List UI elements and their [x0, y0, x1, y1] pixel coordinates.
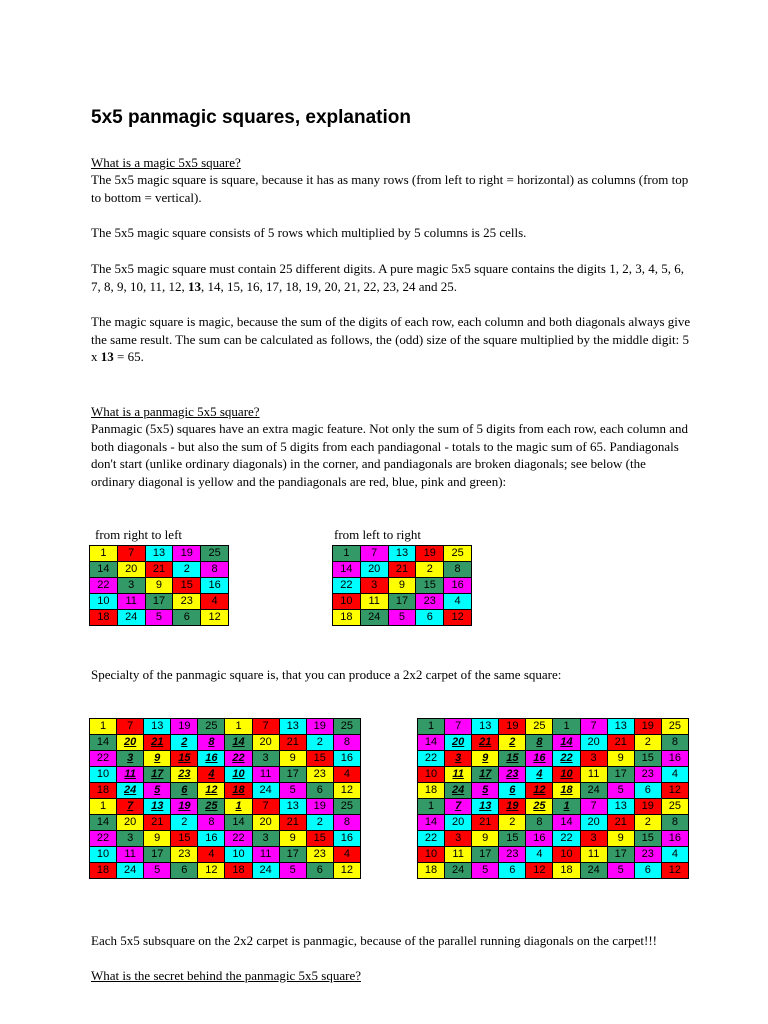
grid-cell: 11 — [252, 847, 279, 863]
grid-cell: 23 — [306, 767, 333, 783]
grid-cell: 3 — [360, 578, 388, 594]
grid-cell: 5 — [144, 863, 171, 879]
grid-cell: 19 — [171, 799, 198, 815]
grid-row — [418, 847, 689, 863]
grid-cell: 9 — [144, 751, 171, 767]
grid-cell: 18 — [333, 610, 361, 626]
paragraph-subsquare: Each 5x5 subsquare on the 2x2 carpet is panmagic, because of the parallel running diagonals on the carpet!!! — [91, 933, 658, 948]
grid-cell: 15 — [171, 831, 198, 847]
grid-cell: 3 — [117, 751, 144, 767]
grid-cell: 24 — [252, 783, 279, 799]
grid-cell: 10 — [90, 767, 117, 783]
grid-cell: 4 — [198, 767, 225, 783]
grid-cell: 3 — [252, 751, 279, 767]
grid-cell: 17 — [472, 847, 499, 863]
grid-cell: 12 — [333, 863, 360, 879]
grid-cell: 3 — [252, 831, 279, 847]
grid-cell: 24 — [117, 783, 144, 799]
grid-cell: 2 — [634, 815, 661, 831]
grid-cell: 17 — [472, 767, 499, 783]
grid-cell: 5 — [144, 783, 171, 799]
section-heading-magic-square: What is a magic 5x5 square? — [91, 155, 241, 170]
grid-cell: 8 — [333, 735, 360, 751]
grid-cell: 22 — [553, 751, 580, 767]
label-left-to-right: from left to right — [334, 527, 422, 542]
page-title: 5x5 panmagic squares, explanation — [91, 107, 411, 128]
square-right-to-left — [89, 545, 229, 626]
grid-cell: 14 — [553, 815, 580, 831]
grid-cell: 9 — [279, 831, 306, 847]
section-heading-panmagic: What is a panmagic 5x5 square? — [91, 404, 260, 419]
grid-cell: 20 — [580, 815, 607, 831]
grid-cell: 8 — [444, 562, 472, 578]
grid-row — [90, 751, 361, 767]
grid-row — [418, 831, 689, 847]
grid-cell: 5 — [472, 783, 499, 799]
grid-cell: 7 — [117, 546, 145, 562]
grid-cell: 7 — [252, 799, 279, 815]
grid-cell: 24 — [360, 610, 388, 626]
grid-cell: 13 — [145, 546, 173, 562]
grid-cell: 15 — [306, 831, 333, 847]
grid-cell: 11 — [117, 594, 145, 610]
grid-cell: 9 — [607, 831, 634, 847]
grid-row — [333, 610, 472, 626]
grid-cell: 23 — [173, 594, 201, 610]
grid-cell: 8 — [201, 562, 229, 578]
grid-cell: 1 — [90, 719, 117, 735]
grid-cell: 23 — [499, 767, 526, 783]
grid-cell: 22 — [90, 751, 117, 767]
grid-cell: 11 — [445, 767, 472, 783]
grid-cell: 10 — [418, 767, 445, 783]
grid-cell: 16 — [198, 751, 225, 767]
grid-cell: 17 — [279, 767, 306, 783]
grid-cell: 5 — [607, 863, 634, 879]
grid-cell: 16 — [526, 751, 553, 767]
grid-cell: 1 — [418, 719, 445, 735]
grid-cell: 12 — [444, 610, 472, 626]
grid-cell: 17 — [144, 767, 171, 783]
grid-row — [333, 578, 472, 594]
grid-cell: 2 — [306, 735, 333, 751]
grid-cell: 20 — [360, 562, 388, 578]
grid-cell: 18 — [553, 783, 580, 799]
grid-cell: 22 — [90, 831, 117, 847]
grid-cell: 16 — [333, 751, 360, 767]
grid-cell: 16 — [201, 578, 229, 594]
grid-cell: 7 — [117, 719, 144, 735]
grid-cell: 9 — [388, 578, 416, 594]
grid-cell: 24 — [117, 610, 145, 626]
grid-cell: 4 — [661, 767, 688, 783]
grid-cell: 3 — [445, 831, 472, 847]
grid-cell: 14 — [418, 815, 445, 831]
grid-cell: 20 — [445, 815, 472, 831]
grid-cell: 6 — [499, 783, 526, 799]
grid-cell: 19 — [306, 799, 333, 815]
grid-row — [90, 562, 229, 578]
grid-cell: 21 — [388, 562, 416, 578]
grid-cell: 21 — [279, 815, 306, 831]
grid-cell: 11 — [252, 767, 279, 783]
grid-cell: 16 — [661, 831, 688, 847]
grid-cell: 1 — [225, 719, 252, 735]
grid-cell: 13 — [388, 546, 416, 562]
grid-row — [90, 863, 361, 879]
grid-cell: 13 — [607, 799, 634, 815]
grid-cell: 23 — [499, 847, 526, 863]
grid-cell: 24 — [445, 863, 472, 879]
grid-cell: 21 — [144, 735, 171, 751]
grid-cell: 11 — [360, 594, 388, 610]
grid-cell: 3 — [117, 831, 144, 847]
grid-row — [333, 562, 472, 578]
grid-cell: 13 — [279, 719, 306, 735]
carpet-right-to-left — [89, 718, 361, 879]
grid-cell: 14 — [553, 735, 580, 751]
grid-cell: 6 — [171, 783, 198, 799]
grid-cell: 10 — [90, 847, 117, 863]
grid-cell: 11 — [580, 767, 607, 783]
grid-cell: 6 — [171, 863, 198, 879]
grid-cell: 15 — [634, 751, 661, 767]
grid-row — [90, 783, 361, 799]
grid-cell: 9 — [472, 831, 499, 847]
grid-cell: 15 — [634, 831, 661, 847]
grid-cell: 24 — [252, 863, 279, 879]
grid-cell: 4 — [661, 847, 688, 863]
grid-cell: 13 — [279, 799, 306, 815]
grid-cell: 19 — [634, 799, 661, 815]
grid-cell: 17 — [607, 767, 634, 783]
grid-cell: 19 — [634, 719, 661, 735]
grid-cell: 25 — [198, 719, 225, 735]
grid-cell: 18 — [418, 783, 445, 799]
grid-cell: 23 — [171, 767, 198, 783]
grid-cell: 20 — [252, 815, 279, 831]
grid-row — [90, 578, 229, 594]
grid-cell: 17 — [145, 594, 173, 610]
grid-cell: 23 — [416, 594, 444, 610]
paragraph-magic-sum: The magic square is magic, because the sum of the digits of each row, each column and both diagonals always give the same result. The sum can be calculated as follows, the (odd) size of the square multiplied by the middle digit: 5 x 13 = 65. — [91, 314, 691, 364]
grid-row — [90, 594, 229, 610]
grid-cell: 21 — [607, 735, 634, 751]
grid-cell: 16 — [444, 578, 472, 594]
paragraph-digits: The 5x5 magic square must contain 25 different digits. A pure magic 5x5 square contains the digits 1, 2, 3, 4, 5, 6, 7, 8, 9, 10, 11, 12, 13, 14, 15, 16, 17, 18, 19, 20, 21, 22, 23, 24 and 25. — [91, 261, 684, 294]
grid-cell: 17 — [607, 847, 634, 863]
grid-cell: 12 — [198, 783, 225, 799]
grid-cell: 7 — [445, 799, 472, 815]
grid-cell: 15 — [499, 751, 526, 767]
grid-cell: 10 — [90, 594, 118, 610]
grid-cell: 4 — [333, 767, 360, 783]
grid-cell: 14 — [90, 735, 117, 751]
grid-cell: 1 — [90, 546, 118, 562]
grid-cell: 25 — [333, 799, 360, 815]
grid-cell: 12 — [661, 783, 688, 799]
grid-cell: 20 — [117, 562, 145, 578]
grid-cell: 11 — [117, 847, 144, 863]
grid-cell: 8 — [526, 815, 553, 831]
grid-cell: 21 — [472, 735, 499, 751]
grid-cell: 2 — [173, 562, 201, 578]
grid-cell: 3 — [445, 751, 472, 767]
grid-row — [90, 847, 361, 863]
grid-cell: 18 — [553, 863, 580, 879]
grid-cell: 7 — [252, 719, 279, 735]
grid-cell: 10 — [225, 767, 252, 783]
grid-cell: 21 — [472, 815, 499, 831]
grid-cell: 1 — [90, 799, 117, 815]
grid-cell: 4 — [198, 847, 225, 863]
grid-cell: 8 — [526, 735, 553, 751]
grid-cell: 20 — [252, 735, 279, 751]
grid-cell: 4 — [333, 847, 360, 863]
grid-row — [418, 735, 689, 751]
grid-cell: 25 — [198, 799, 225, 815]
grid-cell: 15 — [416, 578, 444, 594]
grid-cell: 24 — [580, 863, 607, 879]
grid-cell: 10 — [333, 594, 361, 610]
grid-cell: 18 — [225, 863, 252, 879]
grid-cell: 18 — [90, 610, 118, 626]
grid-cell: 12 — [526, 783, 553, 799]
grid-cell: 1 — [553, 799, 580, 815]
grid-cell: 10 — [418, 847, 445, 863]
grid-row — [418, 799, 689, 815]
grid-cell: 13 — [144, 799, 171, 815]
grid-row — [90, 831, 361, 847]
grid-row — [90, 719, 361, 735]
grid-cell: 20 — [580, 735, 607, 751]
grid-cell: 25 — [526, 799, 553, 815]
label-right-to-left: from right to left — [95, 527, 183, 542]
grid-cell: 15 — [306, 751, 333, 767]
grid-cell: 8 — [198, 815, 225, 831]
grid-cell: 17 — [279, 847, 306, 863]
grid-cell: 12 — [526, 863, 553, 879]
grid-cell: 7 — [117, 799, 144, 815]
grid-row — [333, 594, 472, 610]
grid-cell: 19 — [499, 799, 526, 815]
grid-cell: 6 — [416, 610, 444, 626]
grid-cell: 1 — [418, 799, 445, 815]
grid-cell: 12 — [661, 863, 688, 879]
grid-row — [418, 815, 689, 831]
grid-row — [90, 815, 361, 831]
grid-cell: 12 — [333, 783, 360, 799]
grid-cell: 16 — [661, 751, 688, 767]
grid-row — [418, 863, 689, 879]
grid-cell: 9 — [607, 751, 634, 767]
grid-cell: 12 — [198, 863, 225, 879]
grid-cell: 22 — [418, 751, 445, 767]
grid-cell: 21 — [279, 735, 306, 751]
grid-cell: 18 — [225, 783, 252, 799]
grid-cell: 5 — [279, 863, 306, 879]
grid-cell: 19 — [499, 719, 526, 735]
grid-cell: 13 — [607, 719, 634, 735]
grid-cell: 6 — [173, 610, 201, 626]
grid-cell: 4 — [201, 594, 229, 610]
grid-cell: 2 — [416, 562, 444, 578]
grid-cell: 5 — [145, 610, 173, 626]
grid-cell: 20 — [117, 735, 144, 751]
grid-row — [90, 546, 229, 562]
grid-row — [418, 767, 689, 783]
grid-cell: 10 — [553, 847, 580, 863]
grid-cell: 13 — [472, 719, 499, 735]
grid-cell: 3 — [580, 751, 607, 767]
grid-cell: 3 — [580, 831, 607, 847]
grid-cell: 19 — [173, 546, 201, 562]
grid-cell: 15 — [499, 831, 526, 847]
grid-cell: 16 — [198, 831, 225, 847]
grid-cell: 14 — [225, 815, 252, 831]
grid-cell: 1 — [553, 719, 580, 735]
grid-cell: 21 — [607, 815, 634, 831]
grid-cell: 4 — [526, 767, 553, 783]
grid-cell: 18 — [418, 863, 445, 879]
grid-cell: 23 — [171, 847, 198, 863]
grid-cell: 20 — [445, 735, 472, 751]
grid-cell: 5 — [472, 863, 499, 879]
grid-cell: 8 — [333, 815, 360, 831]
paragraph-cells: The 5x5 magic square consists of 5 rows which multiplied by 5 columns is 25 cells. — [91, 225, 527, 240]
grid-cell: 15 — [171, 751, 198, 767]
grid-cell: 7 — [360, 546, 388, 562]
grid-cell: 25 — [444, 546, 472, 562]
grid-cell: 25 — [526, 719, 553, 735]
paragraph-definition: The 5x5 magic square is square, because it has as many rows (from left to right = horizontal) as columns (from top to bottom = vertical). — [91, 172, 689, 205]
grid-cell: 19 — [416, 546, 444, 562]
grid-cell: 13 — [472, 799, 499, 815]
grid-cell: 20 — [117, 815, 144, 831]
grid-cell: 6 — [499, 863, 526, 879]
grid-cell: 22 — [418, 831, 445, 847]
grid-cell: 1 — [333, 546, 361, 562]
grid-cell: 5 — [607, 783, 634, 799]
grid-cell: 25 — [661, 719, 688, 735]
grid-row — [418, 719, 689, 735]
grid-cell: 2 — [306, 815, 333, 831]
grid-cell: 22 — [553, 831, 580, 847]
grid-cell: 2 — [171, 735, 198, 751]
grid-cell: 24 — [117, 863, 144, 879]
grid-cell: 19 — [171, 719, 198, 735]
grid-cell: 22 — [225, 751, 252, 767]
grid-cell: 14 — [90, 815, 117, 831]
grid-cell: 17 — [144, 847, 171, 863]
grid-cell: 22 — [90, 578, 118, 594]
square-left-to-right — [332, 545, 472, 626]
grid-row — [418, 783, 689, 799]
grid-cell: 7 — [445, 719, 472, 735]
grid-cell: 16 — [333, 831, 360, 847]
grid-cell: 10 — [553, 767, 580, 783]
grid-cell: 14 — [225, 735, 252, 751]
grid-cell: 22 — [225, 831, 252, 847]
grid-cell: 14 — [418, 735, 445, 751]
grid-row — [90, 610, 229, 626]
grid-cell: 8 — [661, 815, 688, 831]
grid-cell: 11 — [580, 847, 607, 863]
grid-cell: 1 — [225, 799, 252, 815]
grid-cell: 4 — [444, 594, 472, 610]
grid-cell: 22 — [333, 578, 361, 594]
grid-row — [90, 767, 361, 783]
grid-cell: 15 — [173, 578, 201, 594]
grid-cell: 18 — [90, 783, 117, 799]
grid-cell: 6 — [306, 863, 333, 879]
grid-cell: 18 — [90, 863, 117, 879]
grid-cell: 21 — [145, 562, 173, 578]
grid-cell: 14 — [90, 562, 118, 578]
grid-cell: 5 — [279, 783, 306, 799]
grid-cell: 14 — [333, 562, 361, 578]
grid-cell: 2 — [499, 815, 526, 831]
grid-cell: 21 — [144, 815, 171, 831]
grid-cell: 9 — [144, 831, 171, 847]
grid-cell: 6 — [634, 863, 661, 879]
grid-cell: 10 — [225, 847, 252, 863]
grid-cell: 11 — [117, 767, 144, 783]
grid-cell: 23 — [306, 847, 333, 863]
grid-cell: 12 — [201, 610, 229, 626]
grid-row — [418, 751, 689, 767]
grid-cell: 5 — [388, 610, 416, 626]
grid-cell: 19 — [306, 719, 333, 735]
paragraph-pandiagonals: Panmagic (5x5) squares have an extra magic feature. Not only the sum of 5 digits from each row, each column and both diagonals - but also the sum of 5 digits from each pandiagonal - totals to the magic sum of 65. Pandiagonals don't start (unlike ordinary diagonals) in the corner, and pandiagonals are broken diagonals; see below (the ordinary diagonal is yellow and the pandiagonals are red, blue, pink and green): — [91, 421, 688, 489]
grid-cell: 9 — [472, 751, 499, 767]
grid-row — [333, 546, 472, 562]
grid-row — [90, 799, 361, 815]
carpet-left-to-right — [417, 718, 689, 879]
grid-cell: 6 — [634, 783, 661, 799]
grid-cell: 2 — [634, 735, 661, 751]
grid-cell: 17 — [388, 594, 416, 610]
grid-cell: 13 — [144, 719, 171, 735]
grid-cell: 16 — [526, 831, 553, 847]
grid-cell: 6 — [306, 783, 333, 799]
grid-cell: 4 — [526, 847, 553, 863]
grid-cell: 3 — [117, 578, 145, 594]
grid-cell: 7 — [580, 719, 607, 735]
grid-cell: 7 — [580, 799, 607, 815]
grid-cell: 2 — [499, 735, 526, 751]
grid-cell: 9 — [279, 751, 306, 767]
section-heading-secret: What is the secret behind the panmagic 5x5 square? — [91, 968, 362, 983]
grid-cell: 9 — [145, 578, 173, 594]
grid-cell: 25 — [201, 546, 229, 562]
grid-cell: 25 — [333, 719, 360, 735]
grid-cell: 2 — [171, 815, 198, 831]
grid-cell: 24 — [580, 783, 607, 799]
grid-cell: 23 — [634, 847, 661, 863]
grid-cell: 25 — [661, 799, 688, 815]
paragraph-carpet: Specialty of the panmagic square is, that you can produce a 2x2 carpet of the same square: — [91, 667, 562, 682]
grid-cell: 8 — [661, 735, 688, 751]
grid-cell: 24 — [445, 783, 472, 799]
grid-cell: 23 — [634, 767, 661, 783]
grid-cell: 11 — [445, 847, 472, 863]
grid-cell: 8 — [198, 735, 225, 751]
grid-row — [90, 735, 361, 751]
